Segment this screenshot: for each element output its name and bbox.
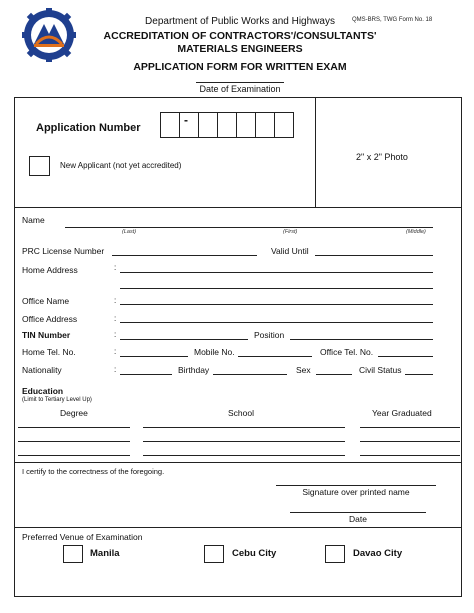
last-name-label: (Last)	[122, 229, 137, 235]
birthday-field[interactable]	[213, 374, 287, 375]
year-field-1[interactable]	[360, 427, 460, 428]
application-number-cell-1[interactable]	[160, 112, 180, 138]
degree-column-header: Degree	[60, 408, 88, 418]
application-number-cell-7[interactable]	[274, 112, 294, 138]
sex-field[interactable]	[316, 374, 352, 375]
office-address-field[interactable]	[120, 322, 433, 323]
position-field[interactable]	[290, 339, 433, 340]
name-field[interactable]	[65, 227, 433, 228]
school-field-2[interactable]	[143, 441, 345, 442]
mobile-label: Mobile No.	[194, 347, 235, 357]
application-number-cell-2[interactable]	[179, 112, 199, 138]
name-label: Name	[22, 215, 45, 225]
signature-label: Signature over printed name	[302, 487, 410, 497]
application-number-cell-6[interactable]	[255, 112, 275, 138]
office-address-colon: :	[114, 314, 117, 323]
year-field-3[interactable]	[360, 455, 460, 456]
application-number-label: Application Number	[36, 122, 141, 134]
tin-colon: :	[114, 330, 117, 339]
office-name-colon: :	[114, 296, 117, 305]
application-number-cell-5[interactable]	[236, 112, 256, 138]
prc-license-label: PRC License Number	[22, 246, 105, 256]
nationality-colon: :	[114, 365, 117, 374]
school-column-header: School	[228, 408, 254, 418]
date-of-exam-line[interactable]	[196, 82, 284, 83]
venue-davao-label: Davao City	[353, 548, 403, 559]
date-of-exam-label: Date of Examination	[199, 84, 281, 94]
office-address-label: Office Address	[22, 314, 78, 324]
venue-manila-checkbox[interactable]	[63, 545, 83, 563]
photo-divider	[315, 97, 316, 207]
civil-status-field[interactable]	[405, 374, 433, 375]
degree-field-1[interactable]	[18, 427, 130, 428]
middle-name-label: (Middle)	[406, 229, 426, 235]
dpwh-logo	[22, 8, 76, 62]
application-number-dash: -	[184, 113, 188, 127]
tin-label: TIN Number	[22, 330, 71, 340]
birthday-label: Birthday	[178, 365, 210, 375]
gear-emblem-icon	[22, 8, 76, 62]
title-line-2: MATERIALS ENGINEERS	[177, 43, 303, 55]
education-heading: Education	[22, 386, 64, 396]
home-tel-colon: :	[114, 347, 117, 356]
date-label: Date	[349, 514, 367, 524]
position-label: Position	[254, 330, 285, 340]
nationality-field[interactable]	[120, 374, 172, 375]
home-address-field-1[interactable]	[120, 272, 433, 273]
degree-field-2[interactable]	[18, 441, 130, 442]
title-line-1: ACCREDITATION OF CONTRACTORS'/CONSULTANTS'	[103, 30, 377, 42]
office-tel-field[interactable]	[378, 356, 433, 357]
department-name: Department of Public Works and Highways	[145, 16, 335, 27]
valid-until-label: Valid Until	[271, 246, 309, 256]
education-subheading: (Limit to Tertiary Level Up)	[22, 397, 92, 403]
venue-divider	[14, 527, 462, 528]
certification-statement: I certify to the correctness of the foregoing.	[22, 467, 165, 476]
office-name-field[interactable]	[120, 304, 433, 305]
home-address-label: Home Address	[22, 265, 78, 275]
venue-cebu-label: Cebu City	[232, 548, 277, 559]
home-address-colon: :	[114, 263, 117, 272]
date-field[interactable]	[290, 512, 426, 513]
tin-field[interactable]	[120, 339, 248, 340]
school-field-3[interactable]	[143, 455, 345, 456]
form-number: QMS-BRS, TWG Form No. 18	[352, 17, 433, 23]
section-divider	[14, 207, 462, 208]
home-tel-field[interactable]	[120, 356, 188, 357]
valid-until-field[interactable]	[315, 255, 433, 256]
first-name-label: (First)	[283, 229, 298, 235]
new-applicant-checkbox[interactable]	[29, 156, 50, 176]
new-applicant-label: New Applicant (not yet accredited)	[60, 161, 182, 170]
home-address-field-2[interactable]	[120, 288, 433, 289]
venue-davao-checkbox[interactable]	[325, 545, 345, 563]
certification-divider	[14, 462, 462, 463]
year-graduated-column-header: Year Graduated	[372, 408, 432, 418]
mobile-field[interactable]	[238, 356, 312, 357]
year-field-2[interactable]	[360, 441, 460, 442]
sex-label: Sex	[296, 365, 311, 375]
office-name-label: Office Name	[22, 296, 70, 306]
application-number-cell-4[interactable]	[217, 112, 237, 138]
home-tel-label: Home Tel. No.	[22, 347, 76, 357]
photo-label: 2" x 2" Photo	[356, 152, 408, 162]
venue-label: Preferred Venue of Examination	[22, 532, 143, 542]
venue-manila-label: Manila	[90, 548, 120, 559]
prc-license-field[interactable]	[112, 255, 257, 256]
signature-field[interactable]	[276, 485, 436, 486]
office-tel-label: Office Tel. No.	[320, 347, 374, 357]
application-number-cell-3[interactable]	[198, 112, 218, 138]
venue-cebu-checkbox[interactable]	[204, 545, 224, 563]
degree-field-3[interactable]	[18, 455, 130, 456]
nationality-label: Nationality	[22, 365, 62, 375]
form-title: APPLICATION FORM FOR WRITTEN EXAM	[133, 61, 347, 73]
school-field-1[interactable]	[143, 427, 345, 428]
civil-status-label: Civil Status	[359, 365, 402, 375]
